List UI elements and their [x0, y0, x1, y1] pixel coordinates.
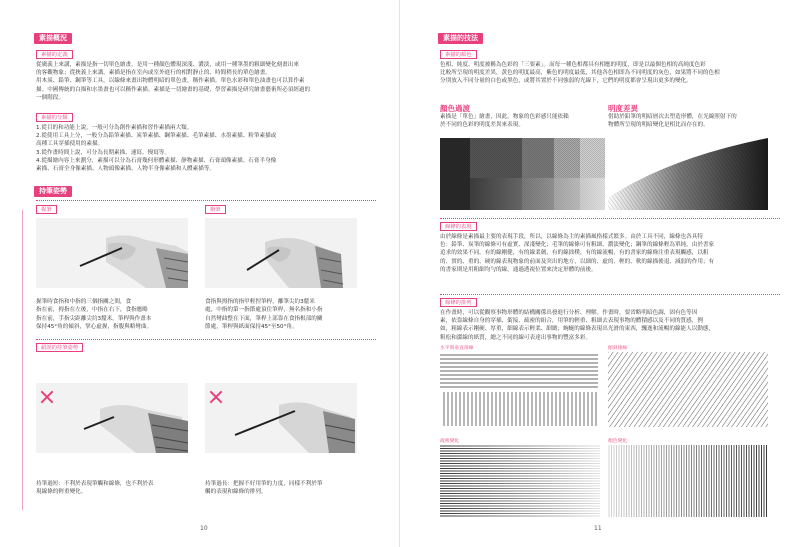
color-paragraph: 色相、純度、明度被稱為色彩的「三要素」。而每一種色相都具有相應的明度，即是以最個色相的高純度色彩 比較所呈現的明度差異，黃色的明度最高，紫色的明度最低，其他各色相即為不同明度的灰色，如果將不同的色相 分別放入不同分量的白色或黑色，或將其置於不同強弱的光線下，它們的明度都會呈現出更多的變化。 [440, 62, 720, 85]
definition-paragraph: 從廣義上來講，素描是指一切單色繪畫，是用一種顏色體現深淺、濃淡，或用一種筆墨的粗細變化刻畫出來 的客觀物象；從狹義上來講，素描是指在室內或室外進行的相對靜止的、時間稍長的單色繪畫。 用木炭、鉛筆、鋼筆等工具，以線條來畫出物體明暗的單色畫，稱作素描。單色水彩和單色油畫也可以算作素 描。中國傳統的白描和水墨畫也可以稱作素描。素描是一切繪畫的基礎，學習素描是研究繪畫藝術所必須經過的 一個階段。 [36, 62, 311, 101]
label-horizontal-vertical: 水平與垂直排線 [440, 346, 474, 351]
line-arrangement-paragraph: 在作畫時，可以從觀察事物形體的結構關係出發進行分析、理解。作畫時，要省略明暗色調，固有色等因 素，依靠線條自身的穿插、銜接、疏密的組合，用筆的輕重、粗細去表現事物的體積感以及不同的質感，例 如，粗線表示剛硬、厚重，細線表示輕柔、細緻；蜿蜒的線條表現出光滑的東西，飄逸和流暢的線能人以動態， 粗松和澀線的紙質，總之不同的線可表達出事物的豐富多彩。 [440, 310, 715, 341]
caption-method-a: 握筆時食指和中指的三個指關之間，食 指在前，拇指在左後，中指在右下，食指應略 指在前，手指尖距離尖約3釐米。筆桿與作畫本 保持45°角的傾斜，掌心虛握，指腹與略彎曲。 [36, 299, 153, 330]
hatch-diagonal-texture [608, 352, 768, 427]
section-title-sketch-overview: 素描概況 [34, 33, 72, 44]
divider [440, 218, 780, 219]
photo-wrong-short-grip [36, 383, 188, 453]
tonal-scale-sample [440, 138, 605, 210]
wrong-mark-icon [40, 390, 54, 404]
swatch-color-change [608, 445, 768, 517]
photo-grip-method-b [205, 218, 357, 288]
hatch-color-change-texture [608, 445, 768, 517]
value-contrast-texture [608, 138, 768, 210]
caption-wrong-short: 持筆過短：不利於表現筆觸和線條，也不利於表 現線條的輕重變化。 [36, 481, 154, 496]
divider [440, 294, 780, 295]
left-page [0, 0, 399, 547]
wrong-mark-icon [209, 390, 223, 404]
photo-grip-method-a [36, 218, 188, 288]
swatch-density [440, 445, 600, 517]
value-contrast-sample [608, 138, 768, 210]
hand-holding-pencil-illustration [36, 218, 188, 288]
section-title-sketch-technique: 素描的技法 [438, 33, 483, 44]
heading-gradient: 顏色過渡 [440, 104, 470, 113]
classification-list: 1.從目的和功能上說，一般可分為創作素描和習作素描兩大類。 2.從使用工具上分，一般分為鉛筆素描、炭筆素描、鋼筆素描、毛筆素描、水墨素描、粉筆素描或 高種工具穿插使用的素描。 3.從作畫時間上說，可分為長期素描、速寫、慢寫等。 4.從描繪內容上來劃分，素描可以分為石膏幾何形體素描、靜物素描、石膏頭像素描、石膏半身像 素描、石膏全身像素描、人物頭像素描、人物半身像素描和人體素描等。 [36, 125, 277, 173]
section-title-pen-posture: 持筆姿勢 [34, 186, 72, 197]
label-color-change: 顏色變化 [608, 439, 628, 444]
caption-wrong-long: 持筆過長：把握不好用筆的力度，同樣不利於筆 觸的表現和線條的排列。 [205, 481, 323, 496]
side-rule [22, 210, 23, 510]
page-number-right: 11 [594, 525, 602, 532]
hatch-density-texture [440, 445, 600, 517]
hatch-horizontal-vertical-texture [440, 352, 600, 427]
label-diagonal: 傾斜排線 [608, 346, 628, 351]
swatch-horizontal-vertical [440, 352, 600, 427]
caption-method-b: 食指與拇指的指甲輕捏筆桿，離筆尖約3釐米 處，中指的第一指節處頂住筆桿，無名指和小指 自然彎曲整在下面，筆桿上部靠在食指根部的關 節處，筆桿與紙面保持45°至50°角。 [205, 299, 323, 330]
gradient-paragraph: 素描是「單色」繪畫，因此，物象的色彩感只能依賴 於不同的色彩的明度差異來表現。 [440, 114, 569, 129]
right-page [400, 0, 799, 547]
contrast-paragraph: 借助於鉛筆的明暗層次去塑造形體，在光線照射下的 物體所呈現的明暗變化是相比而存在的。 [608, 114, 737, 129]
hand-holding-pencil-illustration [36, 383, 188, 453]
label-density: 疏密變化 [440, 439, 460, 444]
divider [36, 200, 376, 201]
tag-wrong-posture: 錯誤的持筆姿勢 [36, 343, 83, 352]
tag-definition: 素描的定義 [36, 50, 73, 59]
swatch-diagonal [608, 352, 768, 427]
tag-line-arrangement: 線條的排列 [440, 298, 477, 307]
hand-holding-pencil-illustration [205, 383, 357, 453]
tag-color: 素描的顏色 [440, 50, 477, 59]
hand-holding-pencil-illustration [205, 218, 357, 288]
divider [36, 339, 376, 340]
page-number-left: 10 [200, 525, 208, 532]
tag-classification: 素描的分類 [36, 113, 73, 122]
tonal-scale-texture [440, 138, 605, 210]
tag-line-expression: 線條的表現 [440, 222, 477, 231]
tag-method-a: 握筆 [36, 205, 57, 214]
photo-wrong-long-grip [205, 383, 357, 453]
tag-method-b: 撥筆 [205, 205, 226, 214]
heading-contrast: 明度差異 [608, 104, 638, 113]
line-expression-paragraph: 由於線條是素描最主要的表現手段，所以，以線條為主的素描風格樣式繁多。由於工具不同，線條也各具特 色：鉛筆、炭筆的線條可有虛實、深淺變化；毛筆的線條可有粗細、濃淡變化；鋼筆的線條輕為單純，由於書家 追求的效果不同，有的線剛健，有的線柔韌，有的線拙樸，有的線流暢，有的書家的線條注重表現觸感，以粗 的、實的、重的、硬的線表現物象的前面及突出的地方，以細的、虛的、輕的、軟的線描後退、減弱的作用；有 的書家則是用粗細均勻的線，通過透視位置來決定形體的前後。 [440, 234, 715, 273]
